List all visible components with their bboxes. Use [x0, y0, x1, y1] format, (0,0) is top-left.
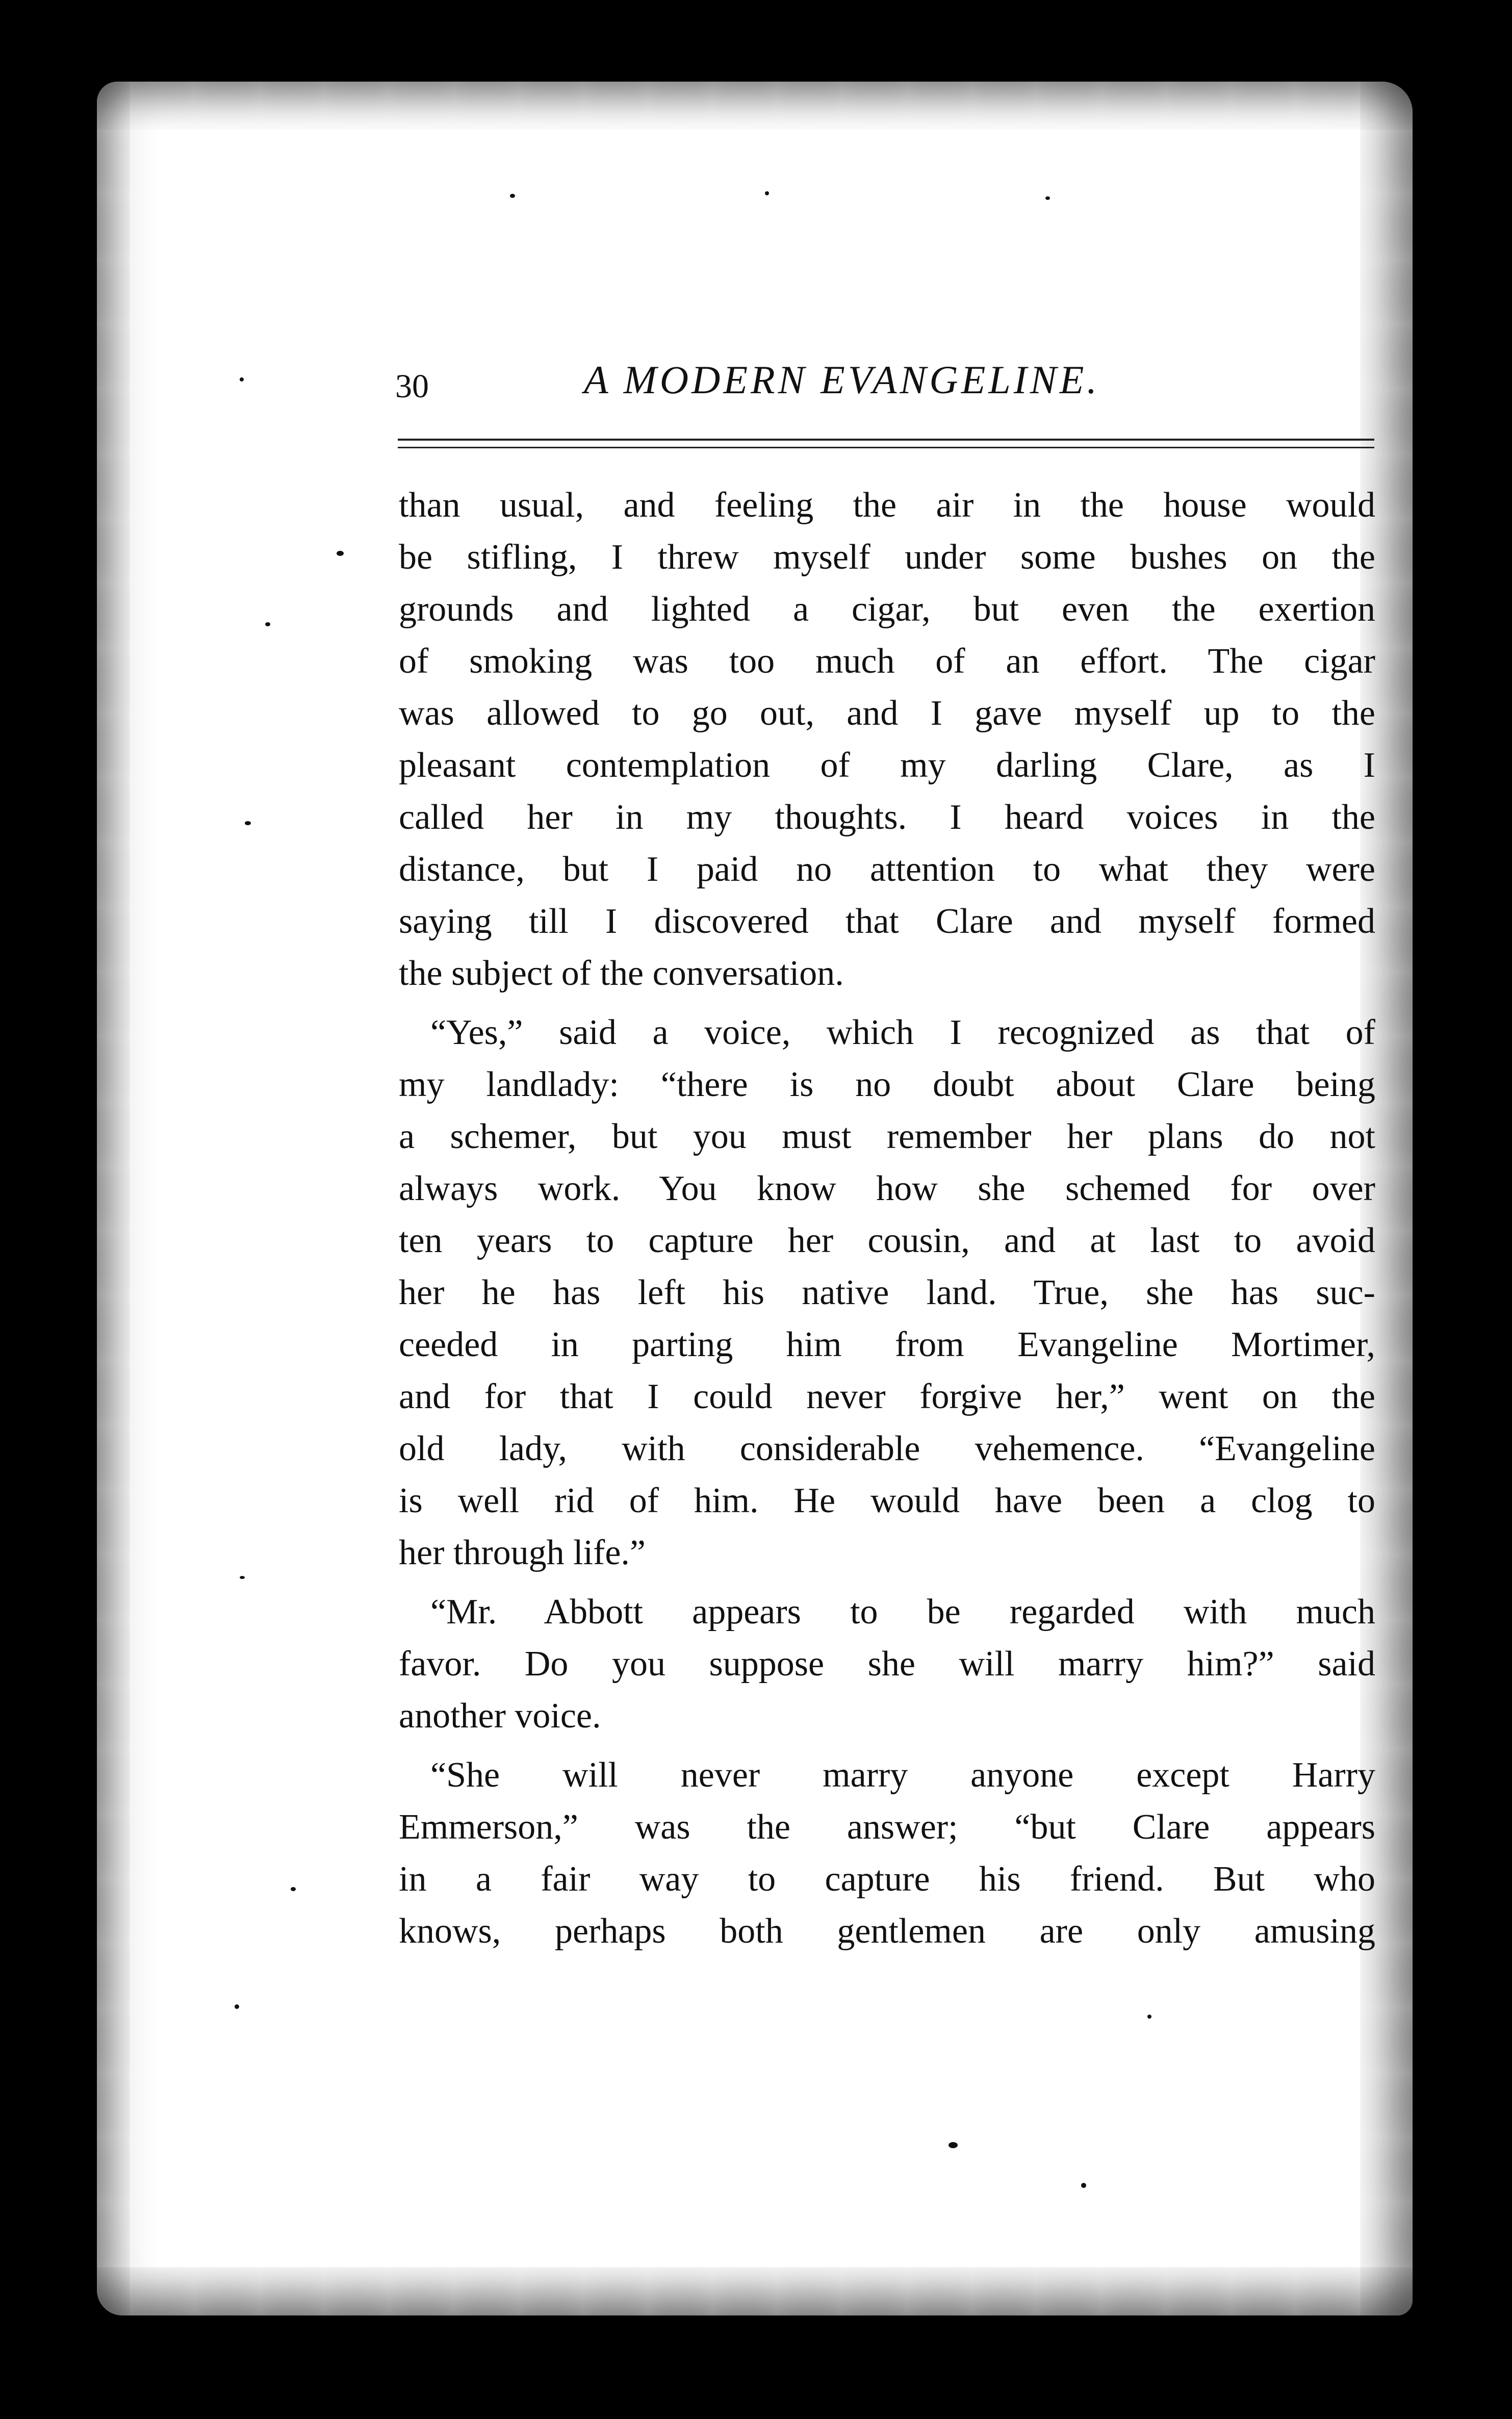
text-line: “She will never marry anyone except Harry — [430, 1755, 1375, 1795]
text-line: her through life.” — [399, 1533, 646, 1572]
text-line: old lady, with considerable vehemence. “Evangeline — [399, 1429, 1375, 1468]
text-line: called her in my thoughts. I heard voices in the — [399, 798, 1375, 837]
running-head — [395, 357, 1377, 418]
text-line: grounds and lighted a cigar, but even the exertion — [399, 590, 1375, 629]
text-line: “Mr. Abbott appears to be regarded with much — [430, 1592, 1375, 1632]
text-line: was allowed to go out, and I gave myself up to the — [399, 694, 1375, 733]
scan-speck — [765, 191, 769, 195]
scan-speck — [235, 2004, 239, 2009]
paragraph — [399, 1749, 1375, 1957]
text-line: “Yes,” said a voice, which I recognized as that of — [430, 1013, 1375, 1052]
body-text — [399, 479, 1375, 1965]
text-line: always work. You know how she schemed for over — [399, 1169, 1375, 1208]
scan-speck — [240, 1576, 245, 1579]
scan-speck — [265, 622, 270, 626]
text-line: the subject of the conversation. — [399, 954, 844, 993]
scan-speck — [1045, 196, 1050, 200]
scan-speck — [240, 377, 244, 381]
paragraph — [399, 479, 1375, 1000]
scan-speck — [949, 2142, 958, 2148]
scan-speck — [1147, 2015, 1151, 2019]
page-number: 30 — [395, 368, 429, 405]
scan-speck — [337, 551, 344, 556]
text-line: and for that I could never forgive her,” went on the — [399, 1377, 1375, 1416]
scan-speck — [510, 194, 515, 198]
text-line: my landlady: “there is no doubt about Clare being — [399, 1065, 1375, 1104]
text-line: her he has left his native land. True, she has suc- — [399, 1273, 1375, 1312]
text-line: a schemer, but you must remember her plans do not — [399, 1117, 1375, 1156]
running-title: A MODERN EVANGELINE. — [584, 358, 1100, 402]
text-line: another voice. — [399, 1696, 601, 1736]
scan-speck — [291, 1887, 296, 1891]
header-rule — [398, 447, 1374, 448]
text-line: distance, but I paid no attention to what they were — [399, 850, 1375, 889]
text-line: is well rid of him. He would have been a clog to — [399, 1481, 1375, 1520]
text-line: in a fair way to capture his friend. But who — [399, 1860, 1375, 1899]
text-line: saying till I discovered that Clare and myself formed — [399, 902, 1375, 941]
paragraph — [399, 1007, 1375, 1579]
text-line: ten years to capture her cousin, and at last to avoid — [399, 1221, 1375, 1260]
scan-speck — [1081, 2183, 1086, 2188]
text-line: Emmerson,” was the answer; “but Clare appears — [399, 1807, 1375, 1847]
text-line: pleasant contemplation of my darling Clare, as I — [399, 746, 1375, 785]
text-line: favor. Do you suppose she will marry him?” said — [399, 1644, 1375, 1684]
text-line: of smoking was too much of an effort. The cigar — [399, 642, 1375, 681]
text-line: knows, perhaps both gentlemen are only amusing — [399, 1912, 1375, 1951]
scan-speck — [245, 821, 251, 825]
text-line: be stifling, I threw myself under some bushes on the — [399, 538, 1375, 577]
text-line: than usual, and feeling the air in the house would — [399, 486, 1375, 525]
header-rule — [398, 439, 1374, 441]
paragraph — [399, 1586, 1375, 1742]
text-line: ceeded in parting him from Evangeline Mortimer, — [399, 1325, 1375, 1364]
